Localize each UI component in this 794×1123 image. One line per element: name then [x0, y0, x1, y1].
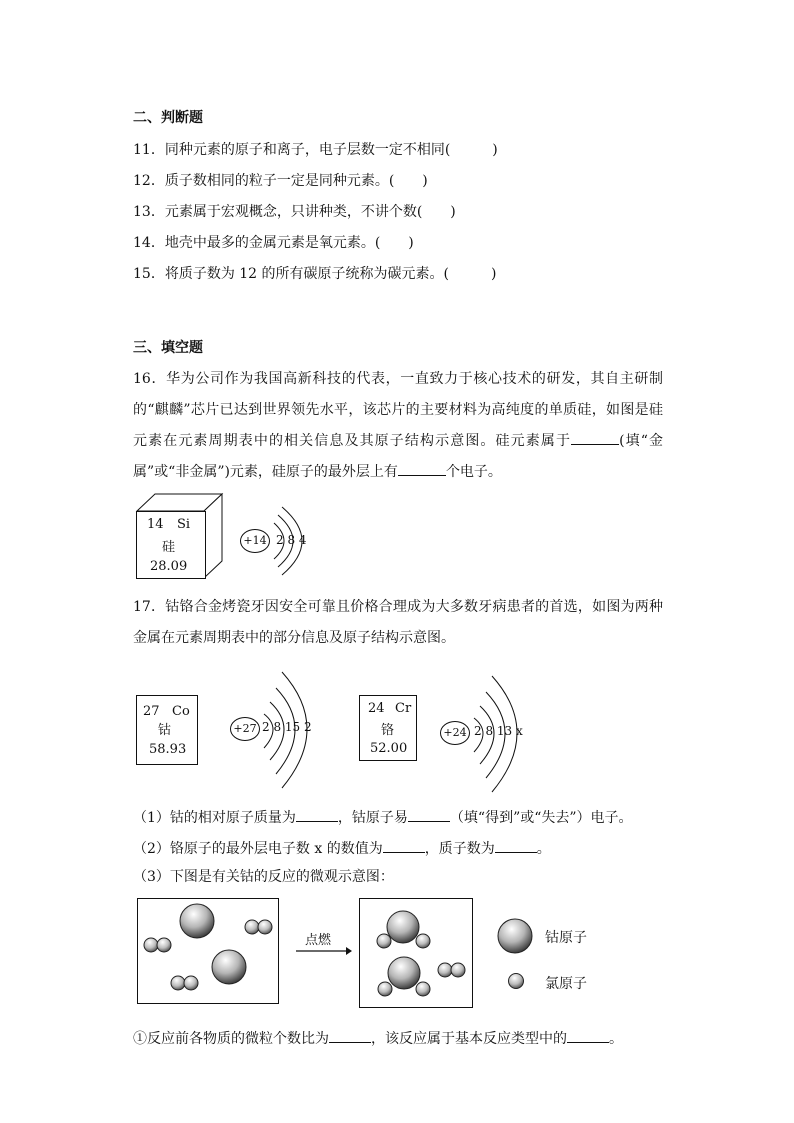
si-nucleus: +14 [240, 529, 270, 553]
q16-text-c: 个电子。 [445, 464, 502, 480]
cr-mass: 52.00 [370, 741, 408, 756]
cr-name: 铬 [381, 723, 395, 738]
q16-text-b: (填“金属”或“非金属”)元素，硅原子的最外层上有 [133, 433, 663, 480]
co-name: 钴 [158, 723, 172, 738]
section-3-heading: 三、填空题 [133, 340, 203, 356]
sq2-text-a: （2）铬原子的最外层电子数 x 的数值为 [133, 841, 383, 857]
si-shell-electrons: 2 8 4 [276, 533, 307, 547]
chlorine-atom-legend-icon [507, 972, 527, 992]
cr-shell-electrons: 2 8 13 x [474, 724, 523, 738]
sub-question-4 [133, 1026, 623, 1049]
co-atomic-number: 27 [143, 704, 160, 719]
q16-blank-1[interactable] [571, 428, 619, 445]
sq4-text-a: ①反应前各物质的微粒个数比为 [133, 1031, 329, 1047]
product-particles [360, 899, 472, 1007]
question-11: 11．同种元素的原子和离子，电子层数一定不相同( ) [133, 142, 498, 158]
co-symbol: Co [172, 704, 190, 719]
sub-question-2 [133, 836, 551, 859]
sq1-blank-2[interactable] [408, 805, 450, 822]
co-nucleus: +27 [230, 717, 260, 741]
cobalt-atom-legend-icon [497, 917, 537, 957]
sq1-text-c: （填“得到”或“失去”）电子。 [449, 810, 633, 826]
sq4-text-b: ，该反应属于基本反应类型中的 [371, 1031, 567, 1047]
sub-question-1 [133, 805, 633, 828]
reactant-particles [138, 899, 278, 1003]
sq2-blank-2[interactable] [495, 836, 537, 853]
q16-text-a: 16．华为公司作为我国高新科技的代表，一直致力于核心技术的研发，其自主研制的“麒麟”芯片已达到世界领先水平，该芯片的主要材料为高纯度的单质硅，如图是硅元素在元素周期表中的相关信息及其原子结构示意图。硅元素属于 [133, 371, 663, 449]
co-shell-electrons: 2 8 15 2 [262, 720, 312, 734]
question-13: 13．元素属于宏观概念，只讲种类，不讲个数( ) [133, 204, 456, 220]
si-atomic-number: 14 [147, 517, 164, 532]
sq4-blank-2[interactable] [567, 1026, 609, 1043]
cr-symbol: Cr [395, 701, 412, 716]
co-mass: 58.93 [149, 742, 187, 757]
sub-question-3: （3）下图是有关钴的反应的微观示意图： [133, 869, 394, 885]
sq1-text-b: ，钴原子易 [337, 810, 408, 826]
sq2-blank-1[interactable] [383, 836, 425, 853]
si-mass: 28.09 [150, 559, 188, 574]
section-2-heading: 二、判断题 [133, 110, 203, 126]
question-12: 12．质子数相同的粒子一定是同种元素。( ) [133, 173, 428, 189]
question-15: 15．将质子数为 12 的所有碳原子统称为碳元素。( ) [133, 266, 497, 282]
sq2-text-c: 。 [536, 841, 551, 857]
sq4-text-c: 。 [609, 1031, 623, 1047]
sq4-blank-1[interactable] [329, 1026, 371, 1043]
si-symbol: Si [177, 517, 191, 532]
legend-cobalt-label: 钴原子 [545, 930, 587, 946]
question-16 [133, 364, 663, 488]
legend-chlorine-label: 氯原子 [545, 976, 587, 992]
si-name: 硅 [162, 540, 176, 555]
reaction-arrow [296, 946, 352, 956]
q16-blank-2[interactable] [398, 459, 446, 476]
arrow-label: 点燃 [305, 933, 332, 948]
cr-atomic-number: 24 [368, 701, 385, 716]
reactants-box [137, 898, 279, 1004]
cr-nucleus: +24 [440, 721, 470, 745]
sq2-text-b: ，质子数为 [424, 841, 495, 857]
sq1-text-a: （1）钴的相对原子质量为 [133, 810, 296, 826]
sq1-blank-1[interactable] [296, 805, 338, 822]
question-14: 14．地壳中最多的金属元素是氧元素。( ) [133, 235, 414, 251]
question-17: 17．钴铬合金烤瓷牙因安全可靠且价格合理成为大多数牙病患者的首选，如图为两种金属在元素周期表中的部分信息及原子结构示意图。 [133, 599, 663, 646]
products-box [359, 898, 473, 1008]
